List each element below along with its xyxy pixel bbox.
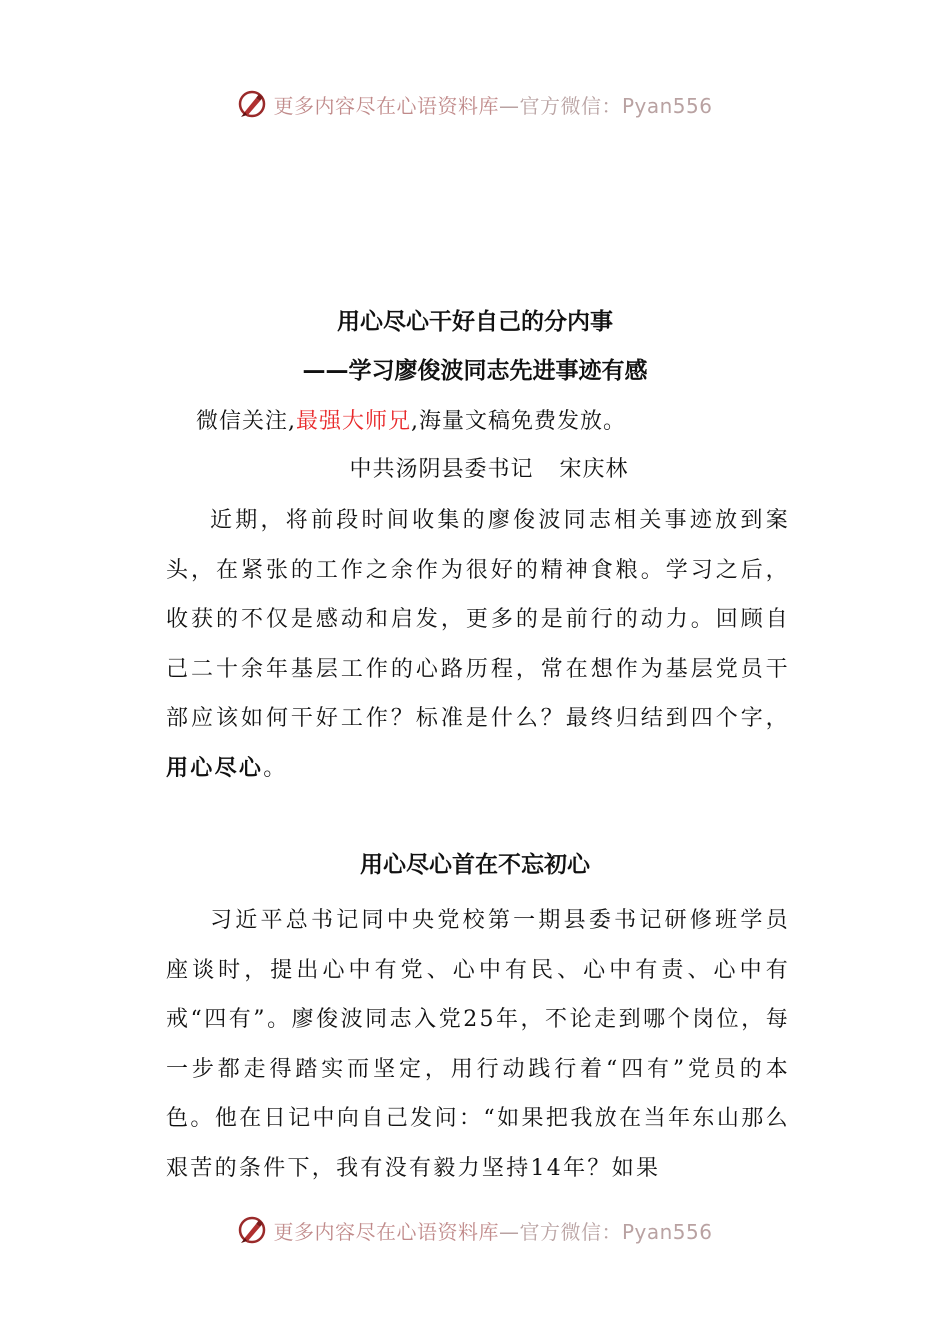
section-paragraph: 习近平总书记同中央党校第一期县委书记研修班学员座谈时，提出心中有党、心中有民、心中有责、心中有戒“四有”。廖俊波同志入党25年，不论走到哪个岗位，每一步都走得踏实而坚定，用行动践行着“四有”党员的本色。他在日记中向自己发问：“如果把我放在当年东山那么艰苦的条件下，我有没有毅力坚持14年？如果 <box>166 908 790 1181</box>
document-subtitle: ——学习廖俊波同志先进事迹有感 <box>302 358 648 384</box>
author-line <box>0 452 950 483</box>
promo-line <box>196 404 626 435</box>
watermark-official-text: 官方微信：Pyan556 <box>519 93 713 118</box>
promo-suffix: ,海量文稿免费发放。 <box>411 409 627 434</box>
watermark-text <box>273 90 712 119</box>
pen-logo-icon <box>237 89 267 119</box>
watermark-banner-top <box>0 84 950 124</box>
intro-emphasis: 用心尽心 <box>166 755 264 781</box>
intro-paragraph <box>166 496 790 793</box>
watermark-text <box>273 1216 712 1245</box>
watermark-library-text: 更多内容尽在心语资料库 <box>273 93 499 118</box>
intro-text: 近期，将前段时间收集的廖俊波同志相关事迹放到案头，在紧张的工作之余作为很好的精神食粮。学习之后，收获的不仅是感动和启发，更多的是前行的动力。回顾自己二十余年基层工作的心路历程，常在想作为基层党员干部应该如何干好工作？标准是什么？最终归结到四个字， <box>166 508 790 731</box>
watermark-official-text: 官方微信：Pyan556 <box>519 1219 713 1244</box>
watermark-library-text: 更多内容尽在心语资料库 <box>273 1219 499 1244</box>
promo-prefix: 微信关注, <box>196 409 296 434</box>
author-name: 宋庆林 <box>559 457 629 482</box>
watermark-separator: — <box>498 1219 520 1244</box>
section-heading: 用心尽心首在不忘初心 <box>360 852 590 878</box>
promo-highlight: 最强大师兄 <box>296 409 412 434</box>
intro-end: 。 <box>263 755 288 781</box>
watermark-banner-bottom <box>0 1210 950 1250</box>
pen-logo-icon <box>237 1215 267 1245</box>
author-position: 中共汤阴县委书记 <box>349 457 534 482</box>
document-title: 用心尽心干好自己的分内事 <box>337 309 613 335</box>
watermark-separator: — <box>498 93 520 118</box>
